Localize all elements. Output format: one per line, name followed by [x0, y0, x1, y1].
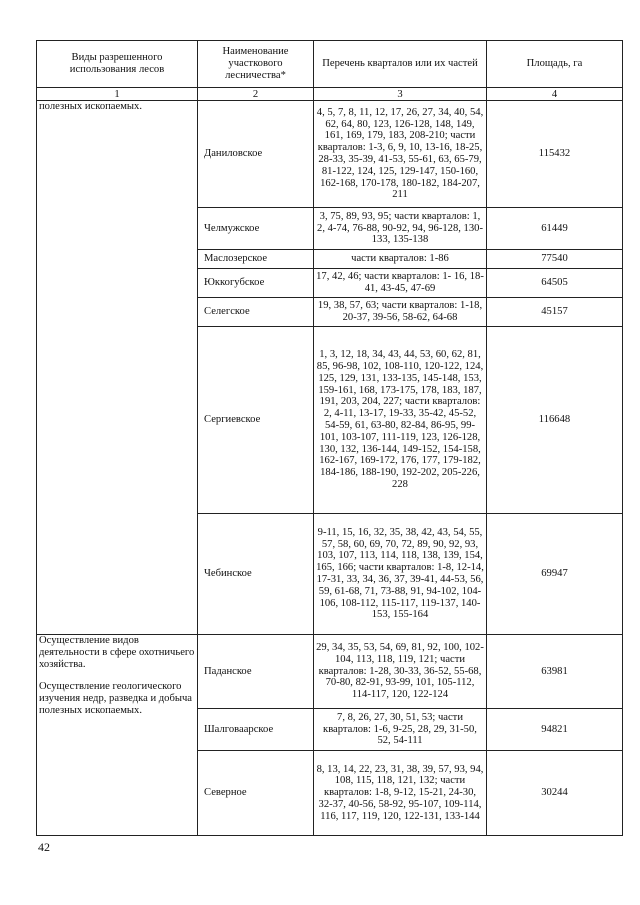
- column-number: 2: [198, 88, 314, 101]
- area-value: 64505: [487, 269, 623, 298]
- usage-cell-second-group: [37, 635, 198, 836]
- page-number: 42: [38, 840, 50, 854]
- area-value: 30244: [487, 751, 623, 836]
- quarters-list: 19, 38, 57, 63; части кварталов: 1-18, 20-37, 39-56, 58-62, 64-68: [314, 298, 487, 327]
- header-quarters-list: Перечень кварталов или их частей: [314, 41, 487, 88]
- area-value: 116648: [487, 327, 623, 514]
- column-number: 4: [487, 88, 623, 101]
- table-row: [37, 101, 623, 208]
- usage-cell-first-group: [37, 101, 198, 635]
- area-value: 63981: [487, 635, 623, 709]
- forestry-name: Паданское: [198, 635, 314, 709]
- forestry-name: Шалговаарское: [198, 709, 314, 751]
- area-value: 94821: [487, 709, 623, 751]
- header-area: Площадь, га: [487, 41, 623, 88]
- quarters-list: 7, 8, 26, 27, 30, 51, 53; части кварталов: 1-6, 9-25, 28, 29, 31-50, 52, 54-111: [314, 709, 487, 751]
- column-number: 1: [37, 88, 198, 101]
- forestry-name: Селегское: [198, 298, 314, 327]
- quarters-list: 29, 34, 35, 53, 54, 69, 81, 92, 100, 102-104, 113, 118, 119, 121; части кварталов: 1-28, 30-33, 36-52, 55-68, 70-80, 82-91, 93-99, 101, 105-112, 114-117, 120, 122-124: [314, 635, 487, 709]
- forestry-name: Челмужское: [198, 208, 314, 250]
- header-usage-types: Виды разрешенного использования лесов: [37, 41, 198, 88]
- area-value: 77540: [487, 250, 623, 269]
- quarters-list: 3, 75, 89, 93, 95; части кварталов: 1, 2, 4-74, 76-88, 90-92, 94, 96-128, 130-133, 135-138: [314, 208, 487, 250]
- area-value: 61449: [487, 208, 623, 250]
- forestry-quarters-table: [36, 40, 623, 836]
- quarters-list: 8, 13, 14, 22, 23, 31, 38, 39, 57, 93, 94, 108, 115, 118, 121, 132; части кварталов: 1-8, 9-12, 15-21, 24-30, 32-37, 40-56, 58-92, 95-107, 109-114, 116, 117, 119, 120, 122-131, 133-144: [314, 751, 487, 836]
- table-header-row: [37, 41, 623, 88]
- forestry-name: Маслозерское: [198, 250, 314, 269]
- forestry-name: Юккогубское: [198, 269, 314, 298]
- quarters-list: части кварталов: 1-86: [314, 250, 487, 269]
- area-value: 69947: [487, 514, 623, 635]
- column-number-row: [37, 88, 623, 101]
- usage-text-hunting: Осуществление видов деятельности в сфере охотничьего хозяйства.: [39, 635, 195, 670]
- quarters-list: 1, 3, 12, 18, 34, 43, 44, 53, 60, 62, 81, 85, 96-98, 102, 108-110, 120-122, 124, 125, 129, 131, 133-135, 145-148, 153, 159-161, 168, 173-175, 178, 183, 187, 191, 203, 204, 227; части кварталов: 2, 4-11, 13-17, 19-33, 35-42, 45-52, 54-59, 61, 63-80, 82-84, 86-95, 99-101, 103-107, 111-119, 123, 126-128, 130, 132, 136-144, 149-152, 154-158, 162-167, 169-172, 176, 177, 179-182, 184-186, 188-190, 192-202, 205-226, 228: [314, 327, 487, 514]
- area-value: 45157: [487, 298, 623, 327]
- forestry-name: Даниловское: [198, 101, 314, 208]
- quarters-list: 17, 42, 46; части кварталов: 1- 16, 18-41, 43-45, 47-69: [314, 269, 487, 298]
- forestry-name: Северное: [198, 751, 314, 836]
- quarters-list: 9-11, 15, 16, 32, 35, 38, 42, 43, 54, 55, 57, 58, 60, 69, 70, 72, 89, 90, 92, 93, 103, 107, 113, 114, 118, 138, 139, 154, 165, 166; части кварталов: 1-8, 12-14, 17-31, 33, 34, 36, 37, 39-41, 44-53, 56, 59, 61-68, 71, 73-88, 91, 94-102, 104-106, 108-112, 115-117, 119-137, 140-153, 155-164: [314, 514, 487, 635]
- column-number: 3: [314, 88, 487, 101]
- usage-text-geology: Осуществление геологического изучения недр, разведка и добыча полезных ископаемых.: [39, 681, 192, 716]
- usage-text: полезных ископаемых.: [39, 101, 142, 112]
- forestry-name: Сергиевское: [198, 327, 314, 514]
- quarters-list: 4, 5, 7, 8, 11, 12, 17, 26, 27, 34, 40, 54, 62, 64, 80, 123, 126-128, 148, 149, 161, 169, 179, 183, 208-210; части кварталов: 1-3, 6, 9, 10, 13-16, 18-25, 28-33, 35-39, 41-53, 55-61, 63, 65-79, 81-122, 124, 125, 129-147, 150-160, 162-168, 170-178, 180-182, 184-207, 211: [314, 101, 487, 208]
- area-value: 115432: [487, 101, 623, 208]
- header-forestry-name: Наименование участкового лесничества*: [198, 41, 314, 88]
- forestry-name: Чебинское: [198, 514, 314, 635]
- table-row: [37, 635, 623, 709]
